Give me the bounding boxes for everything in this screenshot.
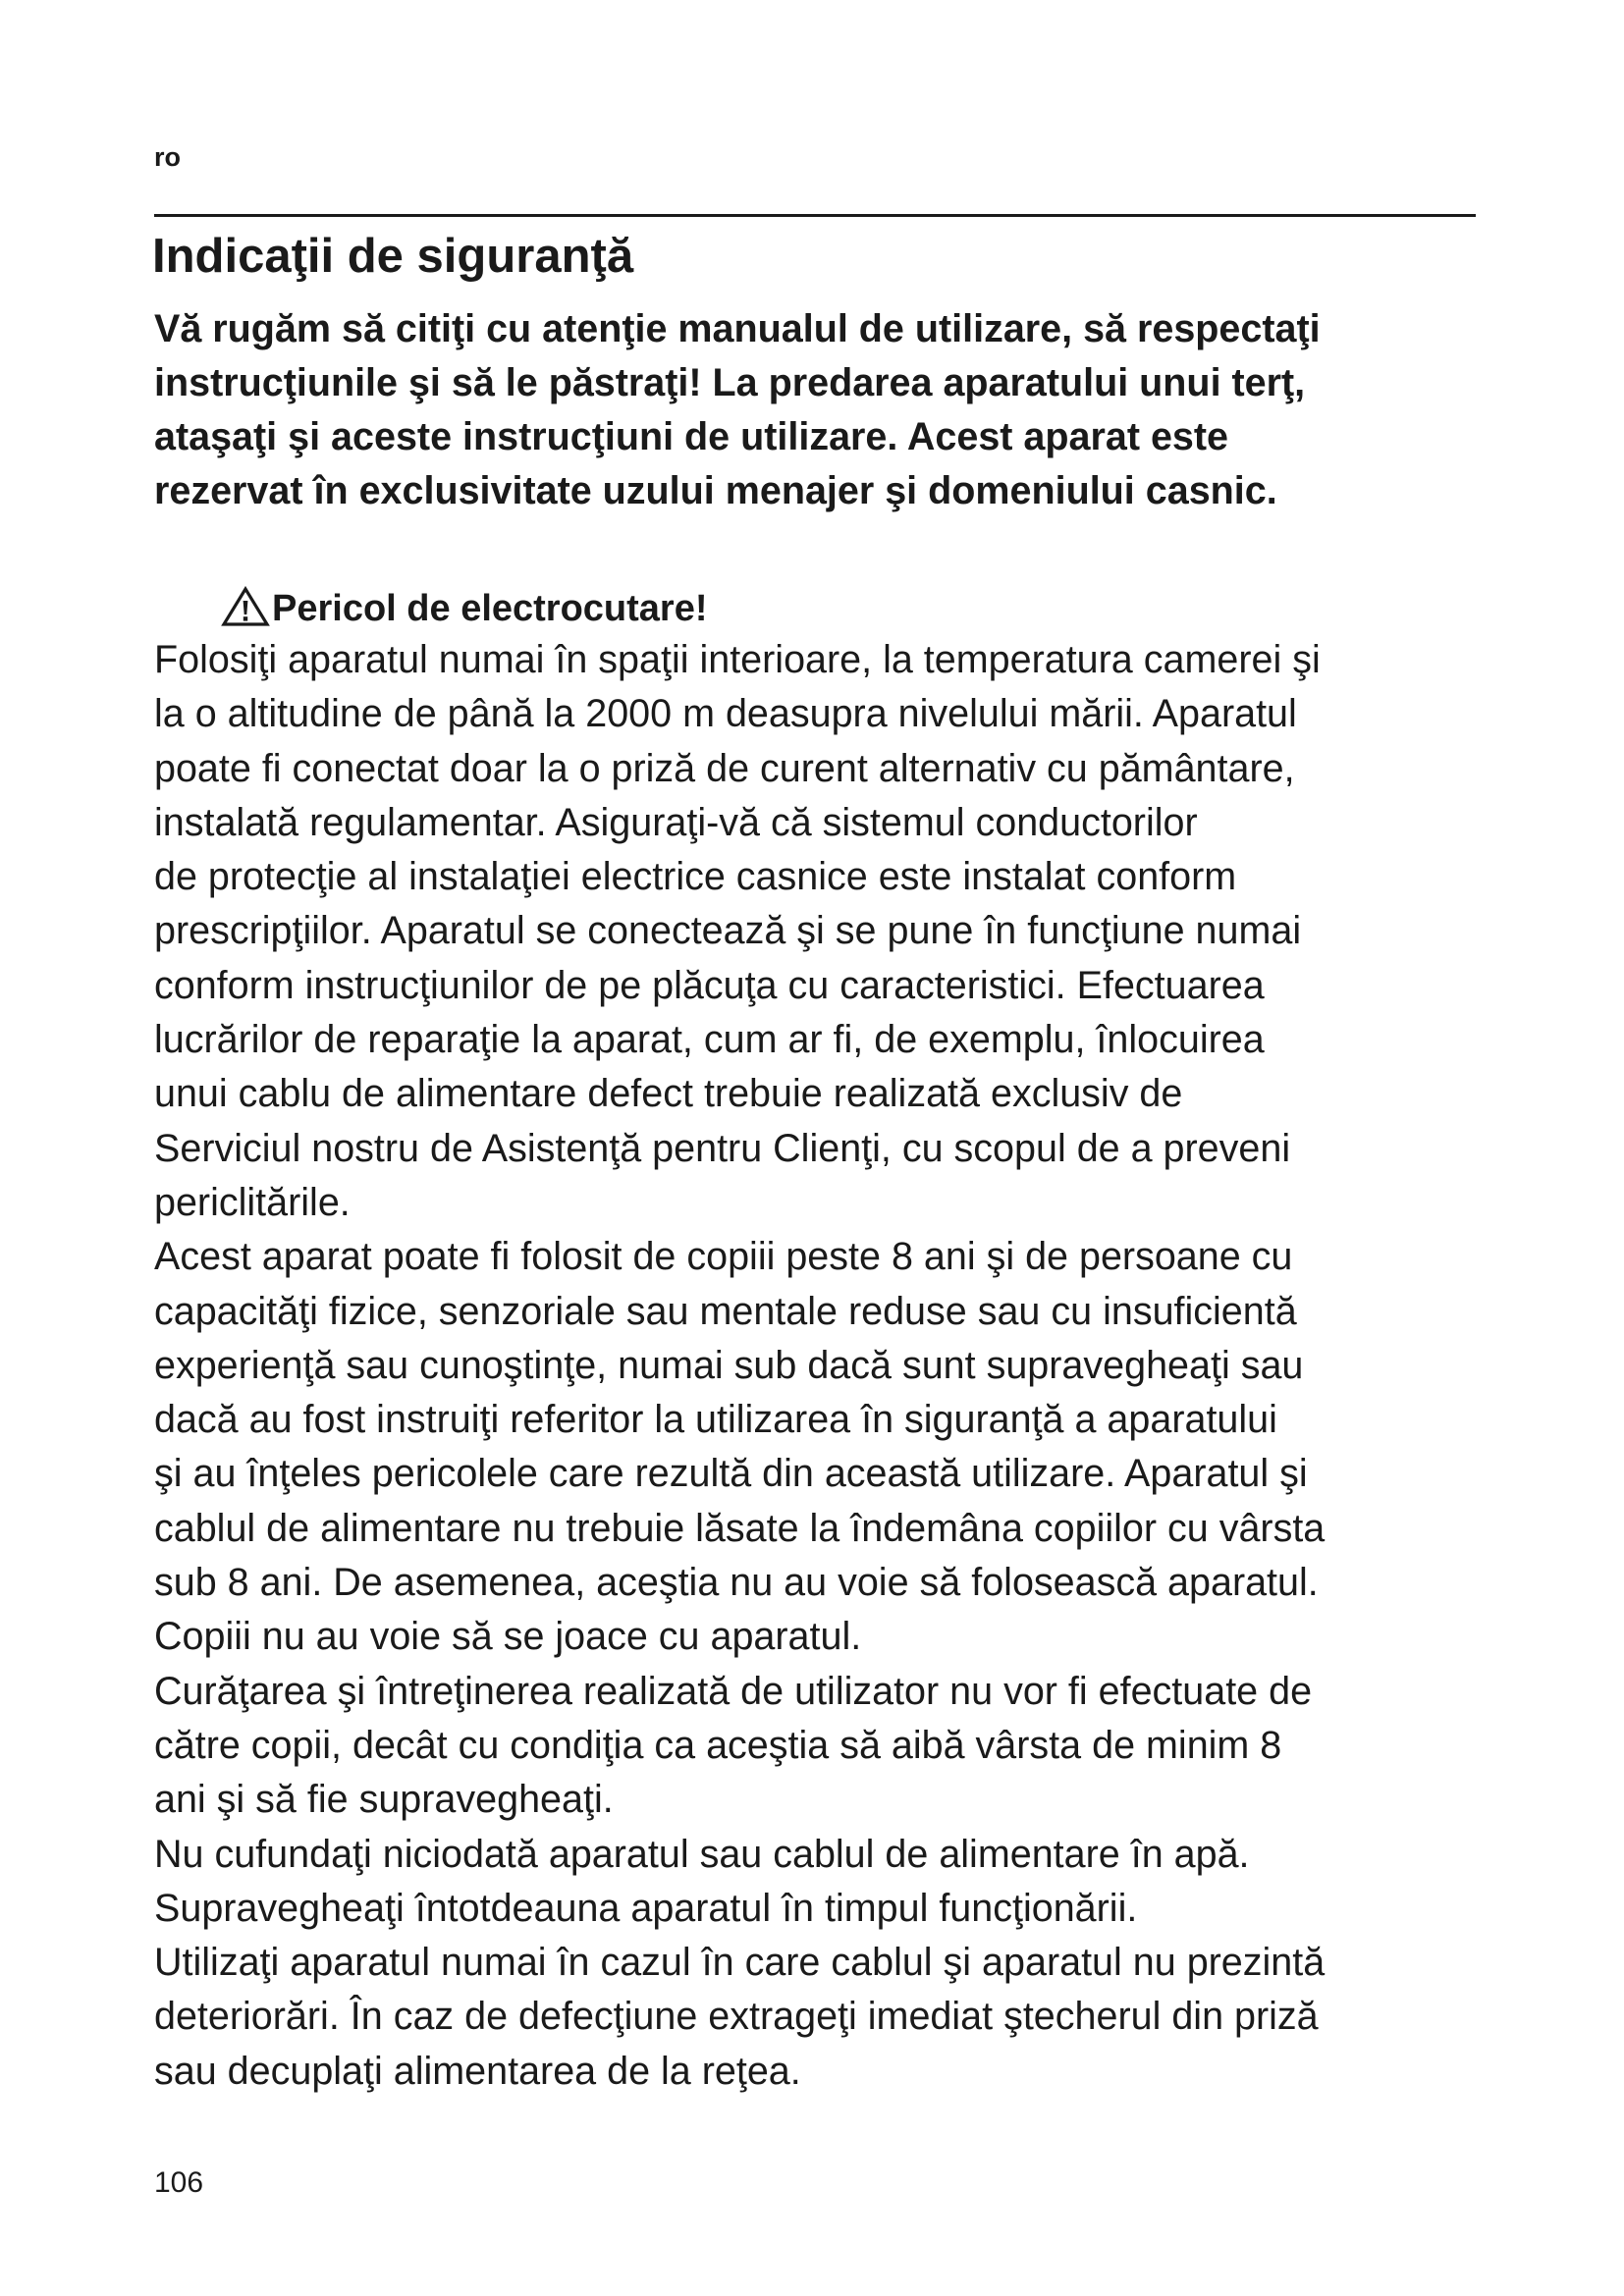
body-line: capacităţi fizice, senzoriale sau mentale reduse sau cu insuficientă xyxy=(154,1289,1297,1333)
body-line: lucrărilor de reparaţie la aparat, cum ar fi, de exemplu, înlocuirea xyxy=(154,1018,1265,1062)
body-line: conform instrucţiunilor de pe plăcuţa cu caracteristici. Efectuarea xyxy=(154,963,1265,1007)
body-line: de protecţie al instalaţiei electrice casnice este instalat conform xyxy=(154,855,1237,899)
language-code: ro xyxy=(154,142,181,172)
body-line: experienţă sau cunoştinţe, numai sub dacă sunt supravegheaţi sau xyxy=(154,1343,1304,1387)
body-line: ani şi să fie supravegheaţi. xyxy=(154,1778,614,1822)
body-line: Nu cufundaţi niciodată aparatul sau cablul de alimentare în apă. xyxy=(154,1832,1250,1876)
body-line: către copii, decât cu condiţia ca aceştia să aibă vârsta de minim 8 xyxy=(154,1723,1282,1767)
section-title: Indicaţii de siguranţă xyxy=(152,230,634,283)
body-line: şi au înţeles pericolele care rezultă din această utilizare. Aparatul şi xyxy=(154,1452,1308,1496)
body-line: Acest aparat poate fi folosit de copiii peste 8 ani şi de persoane cu xyxy=(154,1235,1293,1279)
body-line: Supravegheaţi întotdeauna aparatul în timpul funcţionării. xyxy=(154,1886,1138,1930)
warning-triangle-icon xyxy=(221,590,272,627)
intro-line: Vă rugăm să citiţi cu atenţie manualul de utilizare, să respectaţi xyxy=(154,307,1321,350)
body-line: Curăţarea şi întreţinerea realizată de utilizator nu vor fi efectuate de xyxy=(154,1669,1313,1713)
intro-line: ataşaţi şi aceste instrucţiuni de utilizare. Acest aparat este xyxy=(154,415,1229,458)
warning-heading-text: Pericol de electrocutare! xyxy=(272,588,708,629)
body-line: prescripţiilor. Aparatul se conectează şi se pune în funcţiune numai xyxy=(154,909,1302,953)
body-line: poate fi conectat doar la o priză de curent alternativ cu pământare, xyxy=(154,746,1295,790)
intro-line: instrucţiunile şi să le păstraţi! La predarea aparatului unui terţ, xyxy=(154,361,1306,404)
body-line: cablul de alimentare nu trebuie lăsate la îndemâna copiilor cu vârsta xyxy=(154,1506,1326,1550)
page-number: 106 xyxy=(154,2166,204,2199)
body-line: Copiii nu au voie să se joace cu aparatul. xyxy=(154,1615,862,1659)
body-line: Folosiţi aparatul numai în spaţii interioare, la temperatura camerei şi xyxy=(154,638,1321,681)
body-line: Serviciul nostru de Asistenţă pentru Clienţi, cu scopul de a preveni xyxy=(154,1126,1291,1170)
warning-heading xyxy=(221,579,708,638)
body-line: deteriorări. În caz de defecţiune extrageţi imediat ştecherul din priză xyxy=(154,1995,1319,2039)
header-divider xyxy=(154,214,1476,217)
body-line: dacă au fost instruiţi referitor la utilizarea în siguranţă a aparatului xyxy=(154,1398,1277,1442)
body-line: unui cablu de alimentare defect trebuie realizată exclusiv de xyxy=(154,1072,1183,1116)
intro-paragraph xyxy=(154,302,1489,518)
body-line: periclitările. xyxy=(154,1180,351,1224)
intro-line: rezervat în exclusivitate uzului menajer şi domeniului casnic. xyxy=(154,469,1277,512)
safety-body-text xyxy=(154,633,1499,2099)
body-line: Utilizaţi aparatul numai în cazul în care cablul şi aparatul nu prezintă xyxy=(154,1941,1326,1985)
body-line: sub 8 ani. De asemenea, aceştia nu au voie să folosească aparatul. xyxy=(154,1561,1319,1605)
body-line: la o altitudine de până la 2000 m deasupra nivelului mării. Aparatul xyxy=(154,692,1297,736)
body-line: sau decuplaţi alimentarea de la reţea. xyxy=(154,2049,801,2093)
body-line: instalată regulamentar. Asiguraţi-vă că sistemul conductorilor xyxy=(154,800,1198,844)
